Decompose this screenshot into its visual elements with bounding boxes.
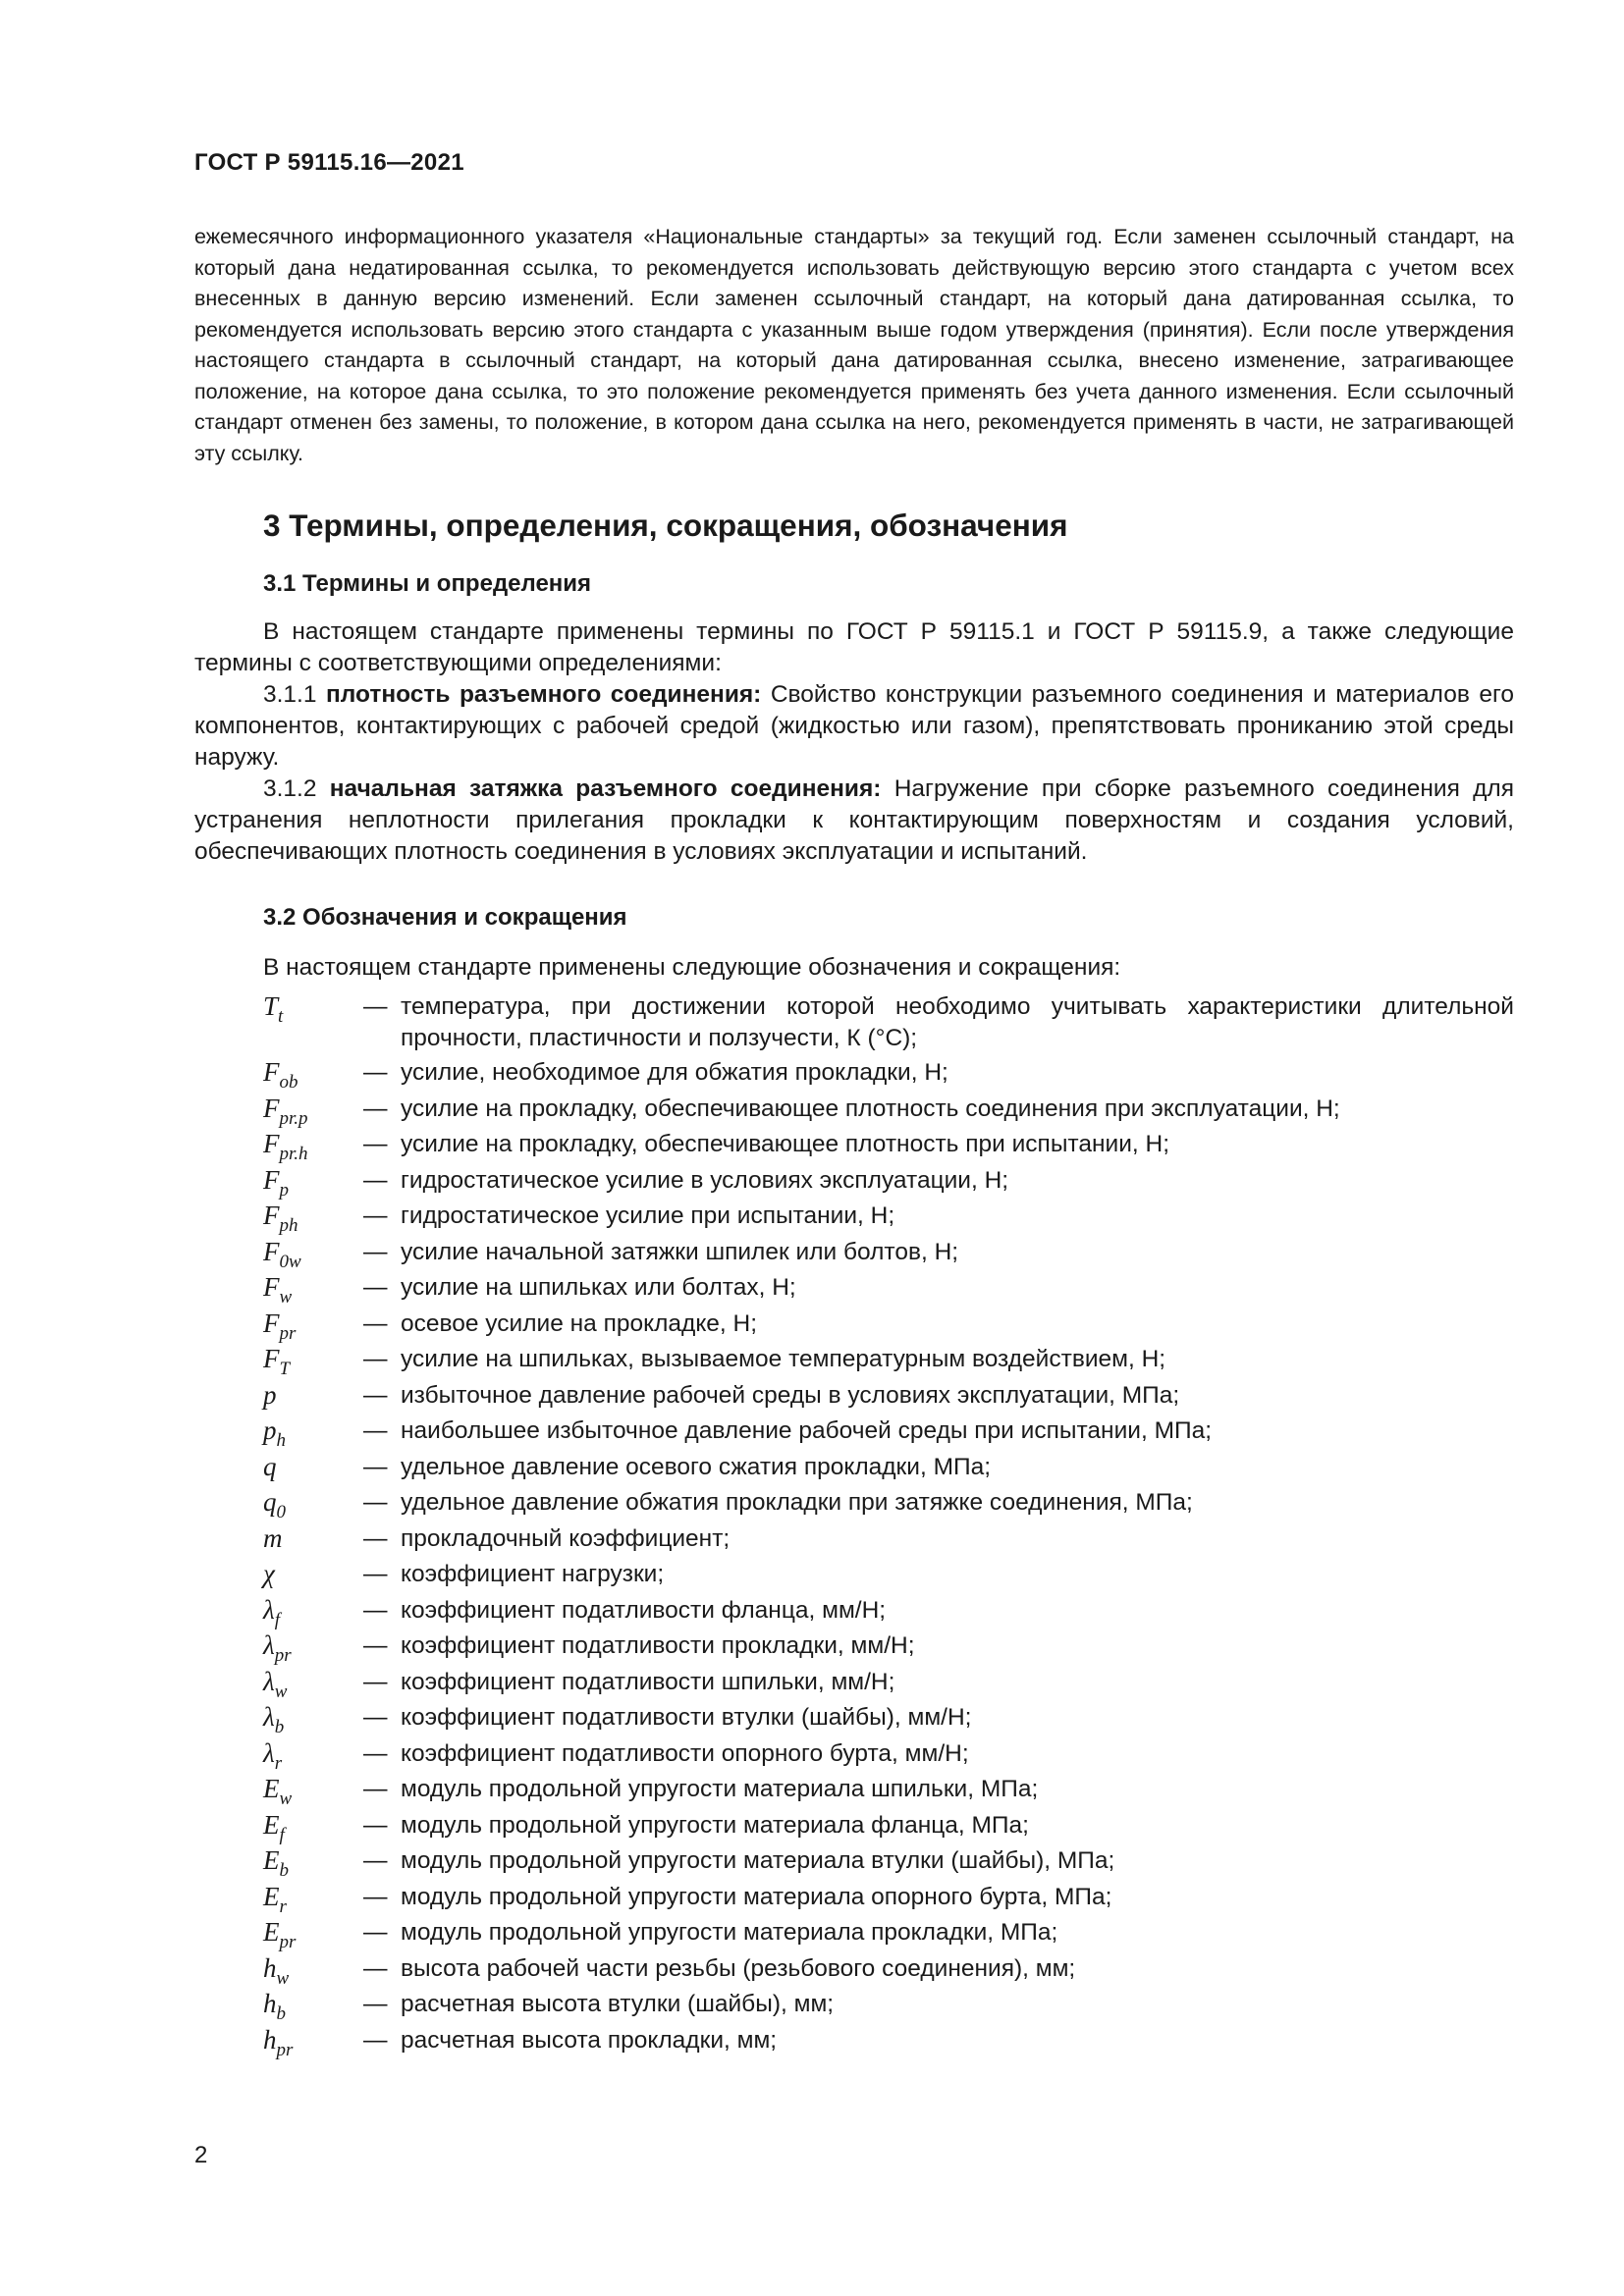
em-dash: —: [363, 1059, 388, 1087]
symbol-description: расчетная высота прокладки, мм;: [401, 2026, 778, 2054]
symbol-row: [263, 1666, 1514, 1702]
symbol-base: h: [263, 2024, 277, 2055]
symbol: [263, 1559, 363, 1590]
symbol-row: [263, 1129, 1514, 1165]
em-dash: —: [363, 2026, 388, 2054]
symbol-subscript: b: [274, 1717, 285, 1738]
definition-item: [194, 679, 1514, 774]
symbol-description: модуль продольной упругости материала опорного бурта, МПа;: [401, 1883, 1112, 1910]
symbol-base: F: [263, 1093, 280, 1123]
symbol-row: [263, 1272, 1514, 1308]
symbol-base: E: [263, 1881, 280, 1911]
symbol-row: [263, 1487, 1514, 1523]
symbol-row: [263, 1594, 1514, 1630]
symbol: [263, 991, 363, 1027]
em-dash: —: [363, 1632, 388, 1660]
symbol-description: коэффициент податливости опорного бурта, мм/Н;: [401, 1739, 969, 1767]
symbol-description: высота рабочей части резьбы (резьбового соединения), мм;: [401, 1954, 1076, 1982]
em-dash: —: [363, 1417, 388, 1445]
symbol-base: λ: [263, 1737, 275, 1768]
symbol-subscript: pr: [279, 1322, 297, 1344]
symbol-description: коэффициент нагрузки;: [401, 1561, 665, 1588]
symbol: [263, 1917, 363, 1953]
definitions-block: [194, 616, 1514, 868]
symbol-base: χ: [263, 1559, 275, 1589]
symbol: [263, 1308, 363, 1344]
symbol-base: E: [263, 1774, 280, 1804]
em-dash: —: [363, 1883, 388, 1910]
symbol: [263, 1737, 363, 1774]
symbol-row: [263, 1845, 1514, 1882]
symbol-row: [263, 1952, 1514, 1989]
symbol-subscript: pr: [276, 2039, 294, 2060]
symbol-subscript: pr: [274, 1645, 292, 1667]
symbol-subscript: ob: [279, 1072, 298, 1094]
em-dash: —: [363, 1238, 388, 1265]
symbol-row: [263, 1881, 1514, 1917]
em-dash: —: [363, 1202, 388, 1230]
definition-term: плотность разъемного соединения:: [325, 681, 762, 708]
em-dash: —: [363, 1346, 388, 1373]
em-dash: —: [363, 1274, 388, 1302]
symbol-base: q: [263, 1451, 277, 1481]
symbol-row: [263, 1344, 1514, 1380]
symbol: [263, 1881, 363, 1917]
symbol-row: [263, 1164, 1514, 1201]
symbol-row: [263, 1380, 1514, 1412]
symbol-description: коэффициент податливости шпильки, мм/Н;: [401, 1668, 895, 1695]
symbol-subscript: f: [279, 1824, 285, 1845]
symbol-subscript: t: [278, 1006, 284, 1027]
symbol-description: наибольшее избыточное давление рабочей среды при испытании, МПа;: [401, 1417, 1213, 1445]
symbol-description: коэффициент податливости прокладки, мм/Н;: [401, 1632, 915, 1660]
symbol-row: [263, 991, 1514, 1053]
symbol-description: расчетная высота втулки (шайбы), мм;: [401, 1991, 835, 2018]
symbol-subscript: 0w: [279, 1251, 301, 1272]
symbol-description: коэффициент податливости фланца, мм/Н;: [401, 1596, 887, 1624]
symbol-description: модуль продольной упругости материала прокладки, МПа;: [401, 1919, 1058, 1947]
em-dash: —: [363, 993, 388, 1020]
symbol-base: E: [263, 1809, 280, 1840]
em-dash: —: [363, 1095, 388, 1122]
em-dash: —: [363, 1919, 388, 1947]
page-header: ГОСТ Р 59115.16—2021: [194, 149, 464, 176]
symbol: [263, 1523, 363, 1555]
symbol: [263, 1452, 363, 1483]
symbol-row: [263, 1917, 1514, 1953]
symbol-base: p: [263, 1415, 277, 1446]
symbol-base: T: [263, 991, 279, 1021]
symbol-row: [263, 1809, 1514, 1845]
symbol-row: [263, 1702, 1514, 1738]
symbol-subscript: b: [276, 2003, 286, 2025]
symbol-subscript: h: [276, 1430, 286, 1452]
em-dash: —: [363, 1668, 388, 1695]
symbol-row: [263, 1989, 1514, 2025]
symbol-description: модуль продольной упругости материала шпильки, МПа;: [401, 1776, 1039, 1803]
symbol-row: [263, 1774, 1514, 1810]
symbol: [263, 1774, 363, 1810]
symbol: [263, 1380, 363, 1412]
symbol-base: F: [263, 1129, 280, 1159]
symbol-subscript: pr: [279, 1932, 297, 1953]
symbol-row: [263, 1236, 1514, 1272]
em-dash: —: [363, 1991, 388, 2018]
em-dash: —: [363, 1524, 388, 1552]
symbol-base: λ: [263, 1594, 275, 1625]
symbol-description: усилие на шпильках, вызываемое температурным воздействием, Н;: [401, 1346, 1166, 1373]
symbol-base: q: [263, 1487, 277, 1518]
symbol-base: F: [263, 1057, 280, 1088]
symbol: [263, 1487, 363, 1523]
symbol-subscript: p: [279, 1179, 289, 1201]
symbol: [263, 1272, 363, 1308]
symbol-base: F: [263, 1201, 280, 1231]
symbol-description: прокладочный коэффициент;: [401, 1524, 731, 1552]
symbol-description: модуль продольной упругости материала фланца, МПа;: [401, 1811, 1029, 1839]
em-dash: —: [363, 1811, 388, 1839]
em-dash: —: [363, 1309, 388, 1337]
symbol-row: [263, 1523, 1514, 1555]
symbol-subscript: T: [279, 1359, 291, 1380]
symbol: [263, 1594, 363, 1630]
symbol-base: E: [263, 1845, 280, 1876]
symbol-row: [263, 1201, 1514, 1237]
em-dash: —: [363, 1489, 388, 1517]
symbol-row: [263, 1308, 1514, 1344]
symbol-base: m: [263, 1522, 283, 1553]
symbol: [263, 1057, 363, 1094]
subsection-title-terms: 3.1 Термины и определения: [263, 570, 592, 597]
symbol: [263, 1236, 363, 1272]
symbol-description: усилие, необходимое для обжатия прокладки, Н;: [401, 1059, 948, 1087]
symbol-description: удельное давление осевого сжатия прокладки, МПа;: [401, 1453, 992, 1480]
symbol-description: усилие на прокладку, обеспечивающее плотность соединения при эксплуатации, Н;: [401, 1095, 1340, 1122]
page-number: 2: [194, 2142, 208, 2168]
symbol-base: F: [263, 1236, 280, 1266]
symbol: [263, 1809, 363, 1845]
definition-item: [194, 774, 1514, 868]
definition-term: начальная затяжка разъемного соединения:: [329, 775, 882, 802]
symbol-description: усилие начальной затяжки шпилек или болтов, Н;: [401, 1238, 959, 1265]
symbol: [263, 1666, 363, 1702]
em-dash: —: [363, 1561, 388, 1588]
symbol-subscript: pr.p: [279, 1107, 308, 1129]
symbol-base: F: [263, 1308, 280, 1338]
symbol: [263, 1702, 363, 1738]
symbol-base: p: [263, 1379, 277, 1410]
symbol: [263, 1093, 363, 1129]
symbols-list: [263, 991, 1514, 2060]
definition-text: Нагружение при сборке разъемного соединения для устранения неплотности прилегания прокладки к контактирующим поверхностям и создания условий, обеспечивающих плотность соединения в условиях эксплуатации и испытаний.: [194, 775, 1514, 865]
symbol-base: F: [263, 1344, 280, 1374]
symbol-subscript: w: [279, 1287, 293, 1308]
symbol-subscript: r: [274, 1752, 283, 1774]
symbol-row: [263, 1093, 1514, 1129]
symbol-description: удельное давление обжатия прокладки при затяжке соединения, МПа;: [401, 1489, 1193, 1517]
symbol-row: [263, 2024, 1514, 2060]
symbol: [263, 1952, 363, 1989]
symbol-row: [263, 1415, 1514, 1452]
symbols-intro: В настоящем стандарте применены следующие обозначения и сокращения:: [263, 954, 1121, 981]
symbol-subscript: r: [279, 1896, 287, 1917]
em-dash: —: [363, 1704, 388, 1732]
symbol: [263, 1344, 363, 1380]
em-dash: —: [363, 1596, 388, 1624]
section-title: 3 Термины, определения, сокращения, обозначения: [263, 507, 1068, 543]
symbol-description: гидростатическое усилие в условиях эксплуатации, Н;: [401, 1166, 1009, 1194]
symbol: [263, 1129, 363, 1165]
em-dash: —: [363, 1381, 388, 1409]
symbol: [263, 1989, 363, 2025]
definition-number: 3.1.2: [263, 775, 317, 802]
symbol-row: [263, 1057, 1514, 1094]
symbol-base: λ: [263, 1702, 275, 1733]
symbol-subscript: pr.h: [279, 1144, 308, 1165]
definition-text: Свойство конструкции разъемного соединения и материалов его компонентов, контактирующих с рабочей средой (жидкостью или газом), препятствовать прониканию этой среды наружу.: [194, 681, 1514, 771]
em-dash: —: [363, 1776, 388, 1803]
symbol-description: модуль продольной упругости материала втулки (шайбы), МПа;: [401, 1847, 1115, 1875]
symbol-subscript: ph: [279, 1215, 298, 1237]
em-dash: —: [363, 1847, 388, 1875]
em-dash: —: [363, 1739, 388, 1767]
em-dash: —: [363, 1954, 388, 1982]
symbol-base: λ: [263, 1630, 275, 1661]
symbol-description: усилие на шпильках или болтах, Н;: [401, 1274, 796, 1302]
symbol-base: h: [263, 1952, 277, 1983]
symbol: [263, 2024, 363, 2060]
symbol-subscript: w: [274, 1681, 288, 1702]
symbol-description: коэффициент податливости втулки (шайбы), мм/Н;: [401, 1704, 972, 1732]
em-dash: —: [363, 1166, 388, 1194]
symbol-base: F: [263, 1164, 280, 1195]
symbol-description: усилие на прокладку, обеспечивающее плотность при испытании, Н;: [401, 1131, 1170, 1158]
subsection-title-symbols: 3.2 Обозначения и сокращения: [263, 904, 627, 931]
symbol: [263, 1415, 363, 1452]
symbol-base: F: [263, 1272, 280, 1303]
em-dash: —: [363, 1131, 388, 1158]
em-dash: —: [363, 1453, 388, 1480]
symbol: [263, 1201, 363, 1237]
symbol-description: температура, при достижении которой необходимо учитывать характеристики длительной прочности, пластичности и ползучести, К (°С);: [401, 993, 1514, 1051]
symbol-base: E: [263, 1917, 280, 1948]
symbol: [263, 1630, 363, 1667]
symbol-description: избыточное давление рабочей среды в условиях эксплуатации, МПа;: [401, 1381, 1180, 1409]
symbol-description: осевое усилие на прокладке, Н;: [401, 1309, 758, 1337]
symbol-row: [263, 1630, 1514, 1667]
symbol-description: гидростатическое усилие при испытании, Н;: [401, 1202, 895, 1230]
symbol-subscript: f: [274, 1609, 280, 1630]
symbol-base: λ: [263, 1666, 275, 1696]
definitions-intro: В настоящем стандарте применены термины по ГОСТ Р 59115.1 и ГОСТ Р 59115.9, а также следующие термины с соответствующими определениями:: [194, 618, 1514, 676]
symbol: [263, 1164, 363, 1201]
symbol: [263, 1845, 363, 1882]
intro-paragraph: ежемесячного информационного указателя «Национальные стандарты» за текущий год. Если заменен ссылочный стандарт, на который дана недатированная ссылка, то рекомендуется использовать действующую версию этого стандарта с учетом всех внесенных в данную версию изменений. Если заменен ссылочный стандарт, на который дана датированная ссылка, то рекомендуется использовать версию этого стандарта с указанным выше годом утверждения (принятия). Если после утверждения настоящего стандарта в ссылочный стандарт, на который дана датированная ссылка, внесено изменение, затрагивающее положение, на которое дана ссылка, то это положение рекомендуется применять без учета данного изменения. Если ссылочный стандарт отменен без замены, то положение, в котором дана ссылка на него, рекомендуется применять в части, не затрагивающей эту ссылку.: [194, 225, 1514, 465]
symbol-row: [263, 1737, 1514, 1774]
symbol-subscript: 0: [276, 1502, 286, 1523]
definition-number: 3.1.1: [263, 681, 317, 708]
symbol-row: [263, 1452, 1514, 1483]
symbol-subscript: b: [279, 1860, 289, 1882]
symbol-subscript: w: [279, 1789, 293, 1810]
symbol-subscript: w: [276, 1967, 290, 1989]
symbol-base: h: [263, 1989, 277, 2019]
symbol-row: [263, 1559, 1514, 1590]
